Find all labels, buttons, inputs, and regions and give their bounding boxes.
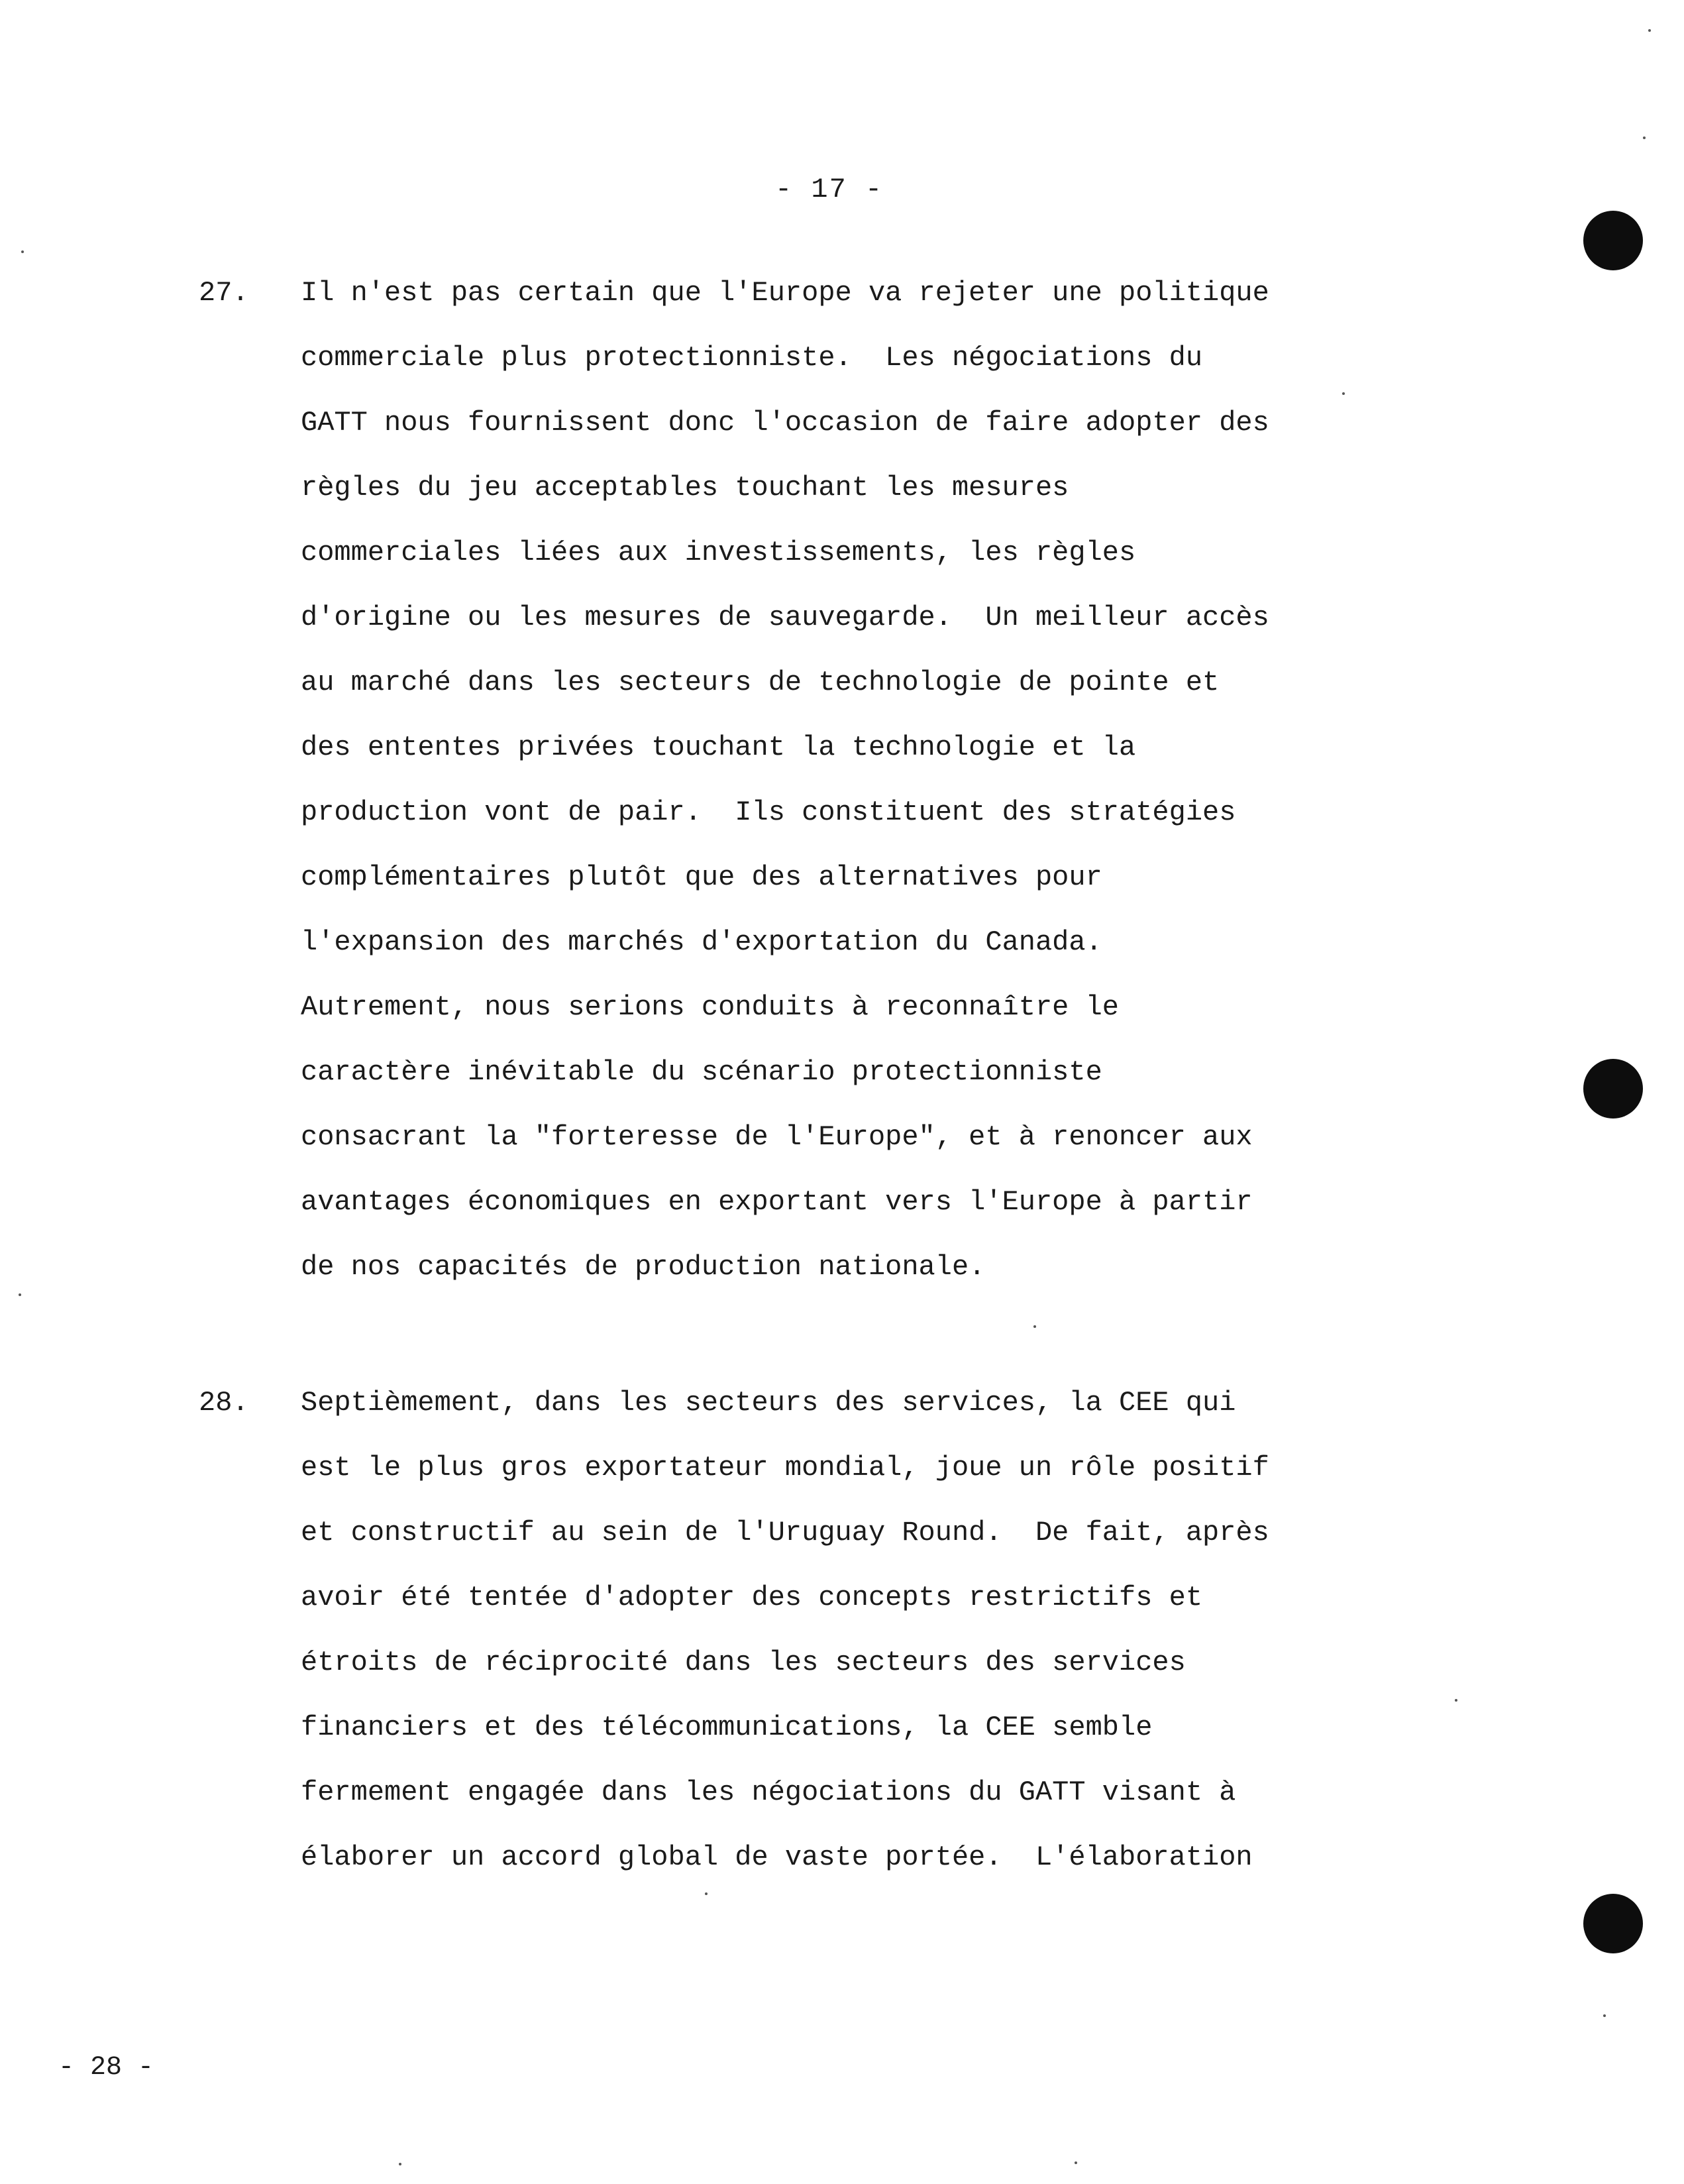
text-line: d'origine ou les mesures de sauvegarde. Un meilleur accès — [301, 602, 1269, 633]
text-line: avoir été tentée d'adopter des concepts restrictifs et — [301, 1582, 1203, 1613]
scan-speck — [705, 1892, 708, 1895]
punch-hole-top — [1583, 211, 1643, 270]
paragraph-text — [301, 1370, 1467, 1890]
paragraph-number: 27. — [199, 277, 249, 309]
text-line: financiers et des télécommunications, la CEE semble — [301, 1712, 1153, 1743]
paragraph-27 — [199, 260, 1457, 1299]
punch-hole-bottom — [1583, 1894, 1643, 1953]
text-line: Il n'est pas certain que l'Europe va rejeter une politique — [301, 277, 1269, 309]
text-line: commerciales liées aux investissements, les règles — [301, 537, 1136, 569]
text-line: GATT nous fournissent donc l'occasion de faire adopter des — [301, 407, 1269, 439]
scan-speck — [1033, 1325, 1036, 1328]
scan-speck — [1643, 136, 1646, 139]
scan-speck — [1455, 1699, 1457, 1702]
punch-hole-middle — [1583, 1059, 1643, 1119]
text-line: règles du jeu acceptables touchant les mesures — [301, 472, 1069, 504]
text-line: Septièmement, dans les secteurs des services, la CEE qui — [301, 1387, 1236, 1419]
scan-speck — [19, 1293, 21, 1296]
text-line: commerciale plus protectionniste. Les négociations du — [301, 342, 1203, 374]
text-line: étroits de réciprocité dans les secteurs des services — [301, 1647, 1186, 1678]
text-line: avantages économiques en exportant vers l'Europe à partir — [301, 1186, 1253, 1218]
text-line: et constructif au sein de l'Uruguay Round. De fait, après — [301, 1517, 1269, 1549]
scan-speck — [1075, 2161, 1077, 2164]
scan-speck — [1648, 29, 1651, 32]
text-line: Autrement, nous serions conduits à reconnaître le — [301, 991, 1120, 1023]
text-line: de nos capacités de production nationale. — [301, 1251, 986, 1283]
page-number: - 17 - — [775, 174, 884, 205]
scan-speck — [21, 250, 24, 253]
text-line: complémentaires plutôt que des alternatives pour — [301, 861, 1102, 893]
paragraph-28 — [199, 1370, 1457, 1890]
paragraph-text — [301, 260, 1467, 1299]
scan-speck — [1342, 392, 1345, 395]
footer-page-number: - 28 - — [58, 2053, 154, 2083]
scan-speck — [1603, 2014, 1606, 2017]
text-line: consacrant la "forteresse de l'Europe", et à renoncer aux — [301, 1121, 1253, 1153]
paragraph-number: 28. — [199, 1387, 249, 1419]
text-line: est le plus gros exportateur mondial, joue un rôle positif — [301, 1452, 1269, 1484]
text-line: caractère inévitable du scénario protectionniste — [301, 1056, 1102, 1088]
scan-speck — [399, 2163, 401, 2165]
text-line: fermement engagée dans les négociations du GATT visant à — [301, 1776, 1236, 1808]
text-line: élaborer un accord global de vaste portée. L'élaboration — [301, 1841, 1253, 1873]
text-line: au marché dans les secteurs de technologie de pointe et — [301, 667, 1220, 698]
text-line: des ententes privées touchant la technologie et la — [301, 732, 1136, 763]
text-line: production vont de pair. Ils constituent des stratégies — [301, 796, 1236, 828]
text-line: l'expansion des marchés d'exportation du Canada. — [301, 926, 1102, 958]
